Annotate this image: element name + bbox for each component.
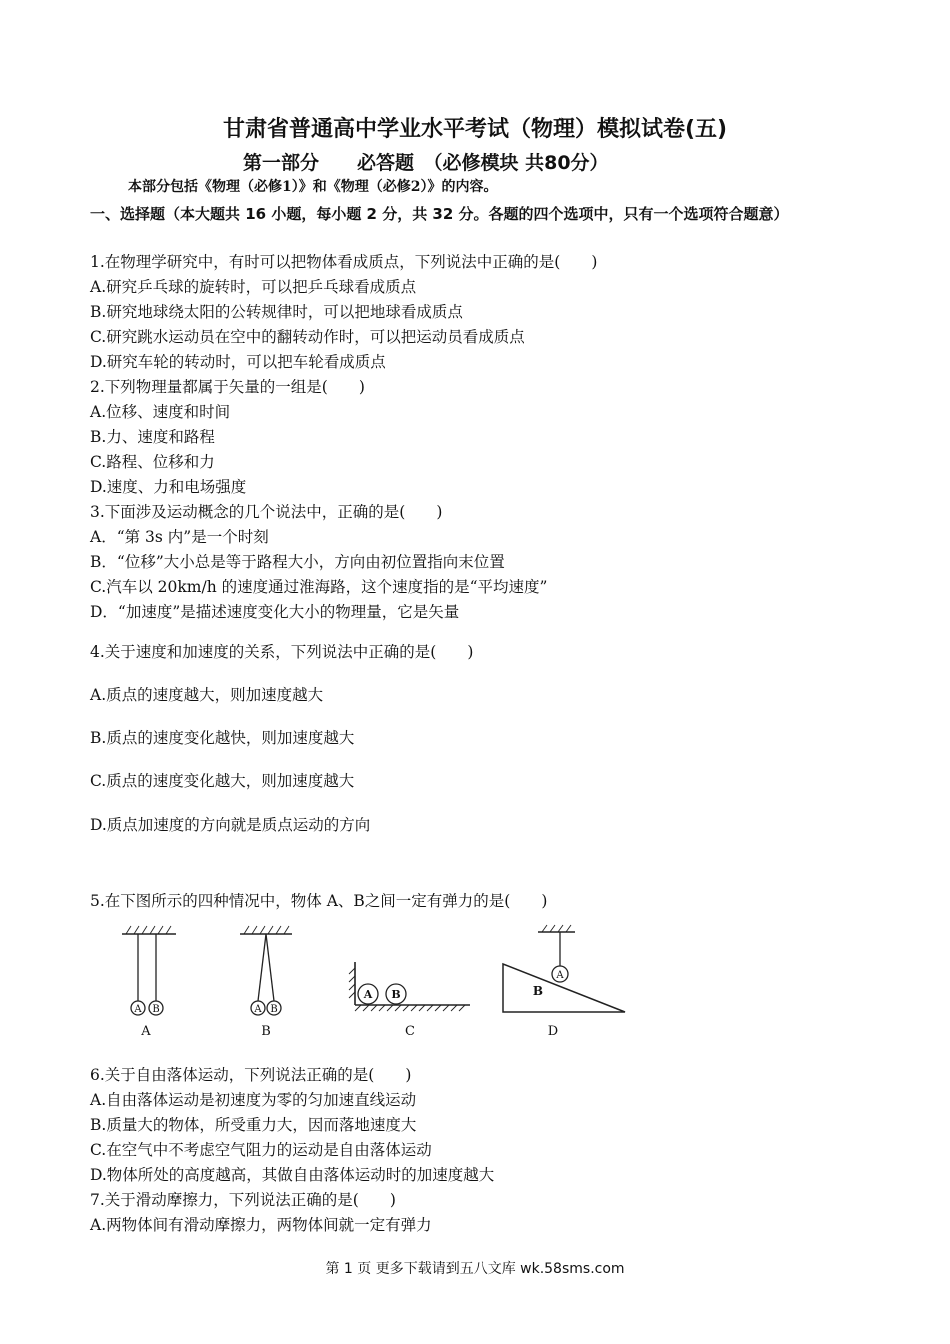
q3-option-d: D．“加速度”是描述速度变化大小的物理量，它是矢量 — [90, 603, 460, 621]
q1-option-d: D.研究车轮的转动时，可以把车轮看成质点 — [90, 353, 386, 371]
exam-title: 甘肃省普通高中学业水平考试（物理）模拟试卷(五) — [222, 117, 728, 142]
section-heading: 一、选择题（本大题共 16 小题，每小题 2 分，共 32 分。各题的四个选项中，只有一个选项符合题意） — [90, 205, 789, 223]
ball-a-label: A — [556, 970, 564, 981]
part-intro: 本部分包括《物理（必修1）》和《物理（必修2）》的内容。 — [128, 179, 498, 195]
q1-stem: 1.在物理学研究中，有时可以把物体看成质点，下列说法中正确的是( ) — [90, 253, 598, 271]
q7-stem: 7.关于滑动摩擦力，下列说法正确的是( ) — [90, 1191, 396, 1209]
q6-option-b: B.质量大的物体，所受重力大，因而落地速度大 — [90, 1116, 417, 1134]
q4-option-a: A.质点的速度越大，则加速度越大 — [90, 686, 324, 704]
q7-option-a: A.两物体间有滑动摩擦力，两物体间就一定有弹力 — [90, 1216, 432, 1234]
q2-option-c: C.路程、位移和力 — [90, 453, 215, 471]
panel-a-label: A — [141, 1024, 151, 1039]
q3-option-b: B．“位移”大小总是等于路程大小，方向由初位置指向末位置 — [90, 553, 505, 571]
q1-option-b: B.研究地球绕太阳的公转规律时，可以把地球看成质点 — [90, 303, 463, 321]
q1-option-c: C.研究跳水运动员在空中的翻转动作时，可以把运动员看成质点 — [90, 328, 525, 346]
ball-b-label: B — [391, 988, 401, 1001]
q2-stem: 2.下列物理量都属于矢量的一组是( ) — [90, 378, 365, 396]
panel-d-label: D — [547, 1024, 559, 1039]
panel-c-label: C — [405, 1024, 415, 1039]
q3-stem: 3.下面涉及运动概念的几个说法中，正确的是( ) — [90, 503, 443, 521]
ball-a-label: A — [363, 988, 373, 1001]
q4-option-d: D.质点加速度的方向就是质点运动的方向 — [90, 816, 371, 834]
q2-option-a: A.位移、速度和时间 — [90, 403, 231, 421]
q2-option-b: B.力、速度和路程 — [90, 428, 215, 446]
q4-option-c: C.质点的速度变化越大，则加速度越大 — [90, 772, 355, 790]
ball-a-label: A — [254, 1004, 262, 1015]
ball-b-label: B — [270, 1004, 278, 1015]
q4-option-b: B.质点的速度变化越快，则加速度越大 — [90, 729, 355, 747]
q4-stem: 4.关于速度和加速度的关系，下列说法中正确的是( ) — [90, 643, 474, 661]
q6-stem: 6.关于自由落体运动，下列说法正确的是( ) — [90, 1066, 412, 1084]
block-b-label: B — [532, 984, 544, 998]
q2-option-d: D.速度、力和电场强度 — [90, 478, 247, 496]
ball-a-label: A — [134, 1004, 142, 1015]
q6-option-d: D.物体所处的高度越高，其做自由落体运动时的加速度越大 — [90, 1166, 495, 1184]
part-subtitle: 第一部分 必答题 （必修模块 共80分） — [243, 152, 609, 174]
q3-option-c: C.汽车以 20km/h 的速度通过淮海路，这个速度指的是“平均速度” — [90, 578, 548, 596]
ball-b-label: B — [152, 1004, 160, 1015]
figure-panel-b — [240, 926, 292, 1039]
q6-option-c: C.在空气中不考虑空气阻力的运动是自由落体运动 — [90, 1141, 432, 1159]
q3-option-a: A．“第 3s 内”是一个时刻 — [90, 528, 269, 546]
q5-figure — [110, 920, 640, 1050]
q1-option-a: A.研究乒乓球的旋转时，可以把乒乓球看成质点 — [90, 278, 417, 296]
panel-b-label: B — [261, 1024, 271, 1039]
figure-panel-a — [122, 926, 176, 1039]
q6-option-a: A.自由落体运动是初速度为零的匀加速直线运动 — [90, 1091, 417, 1109]
figure-panel-c — [349, 962, 470, 1039]
q5-stem: 5.在下图所示的四种情况中，物体 A、B之间一定有弹力的是( ) — [90, 892, 548, 910]
page-footer: 第 1 页 更多下载请到五八文库 wk.58sms.com — [325, 1261, 625, 1277]
figure-panel-d — [503, 925, 625, 1039]
